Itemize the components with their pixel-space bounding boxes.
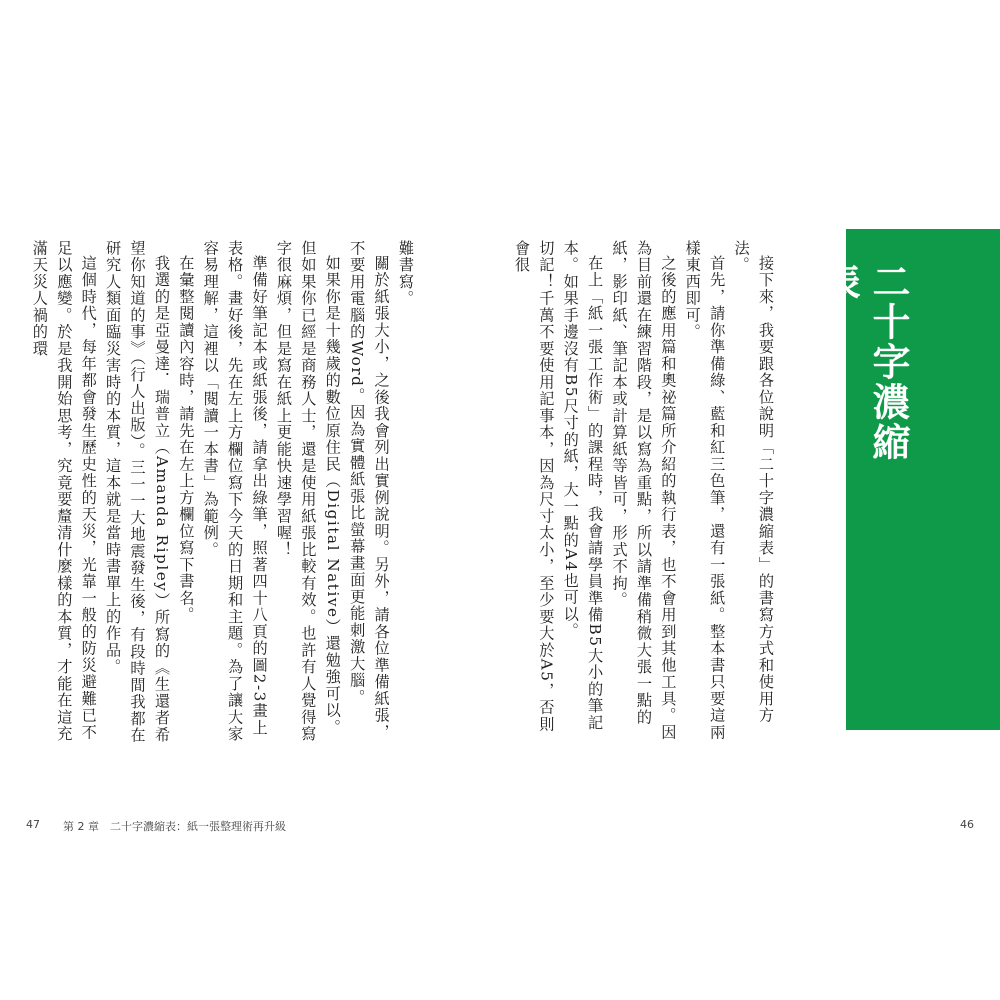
- right-page-paragraph: 切記！千萬不要使用記事本，因為尺寸太小，至少要大於A5，否則會很: [512, 240, 556, 733]
- left-page-paragraph: 關於紙張大小，之後我會列出實例說明。另外，請各位準備紙張，不要用電腦的Word。因為實體紙張比螢幕畫面更能刺激大腦。: [348, 240, 391, 741]
- right-page-paragraph: 之後的應用篇和奧祕篇所介紹的執行表，也不會用到其他工具。因為目前還在練習階段，是以寫為重點，所以請準備稍微大張一點的紙，影印紙、筆記本或計算紙等皆可，形式不拘。: [610, 240, 678, 741]
- left-page-number: 47: [26, 818, 40, 831]
- chapter-title: 二十字濃縮表: [816, 262, 910, 462]
- left-page-paragraph: 難書寫。: [397, 240, 415, 307]
- left-page-paragraph: 如果你是十幾歲的數位原住民（Digital Native）還勉強可以。但如果你已經是商務人士，還是使用紙張比較有效。也許有人覺得寫字很麻煩，但是寫在紙上更能快速學習喔！: [274, 240, 342, 743]
- right-page-body: [512, 240, 778, 745]
- left-page-paragraph: 這個時代，每年都會發生歷史性的天災，光靠一般的防災避難已不足以應變。於是我開始思考，究竟要釐清什麼樣的本質，才能在這充滿天災人禍的環: [30, 240, 98, 743]
- running-head: 第 2 章 二十字濃縮表：紙一張整理術再升級: [63, 820, 286, 833]
- right-page-paragraph: 接下來，我要跟各位說明「二十字濃縮表」的書寫方式和使用方法。: [732, 240, 775, 725]
- left-page-body: [13, 240, 418, 745]
- right-page-number: 46: [960, 818, 974, 831]
- left-page-paragraph: 準備好筆記本或紙張後，請拿出綠筆，照著四十八頁的圖2-3畫上表格。畫好後，先在左上方欄位寫下今天的日期和主題。為了讓大家容易理解，這裡以「閱讀一本書」為範例。: [201, 240, 269, 743]
- right-page-paragraph: 在上「紙一張工作術」的課程時，我會請學員準備B5大小的筆記本。如果手邊沒有B5尺寸的紙，大一點的A4也可以。: [561, 240, 605, 732]
- right-page-paragraph: 首先，請你準備綠、藍和紅三色筆，還有一張紙。整本書只要這兩樣東西即可。: [683, 240, 727, 741]
- left-page-paragraph: 我選的是亞曼達．瑞普立（Amanda Ripley）所寫的《生還者希望你知道的事》（行人出版）。三一一大地震發生後，有段時間我都在研究人類面臨災害時的本質，這本就是當時書單上的作品。: [104, 240, 171, 745]
- left-page-paragraph: 在彙整閱讀內容時，請先在左上方欄位寫下書名。: [177, 255, 196, 624]
